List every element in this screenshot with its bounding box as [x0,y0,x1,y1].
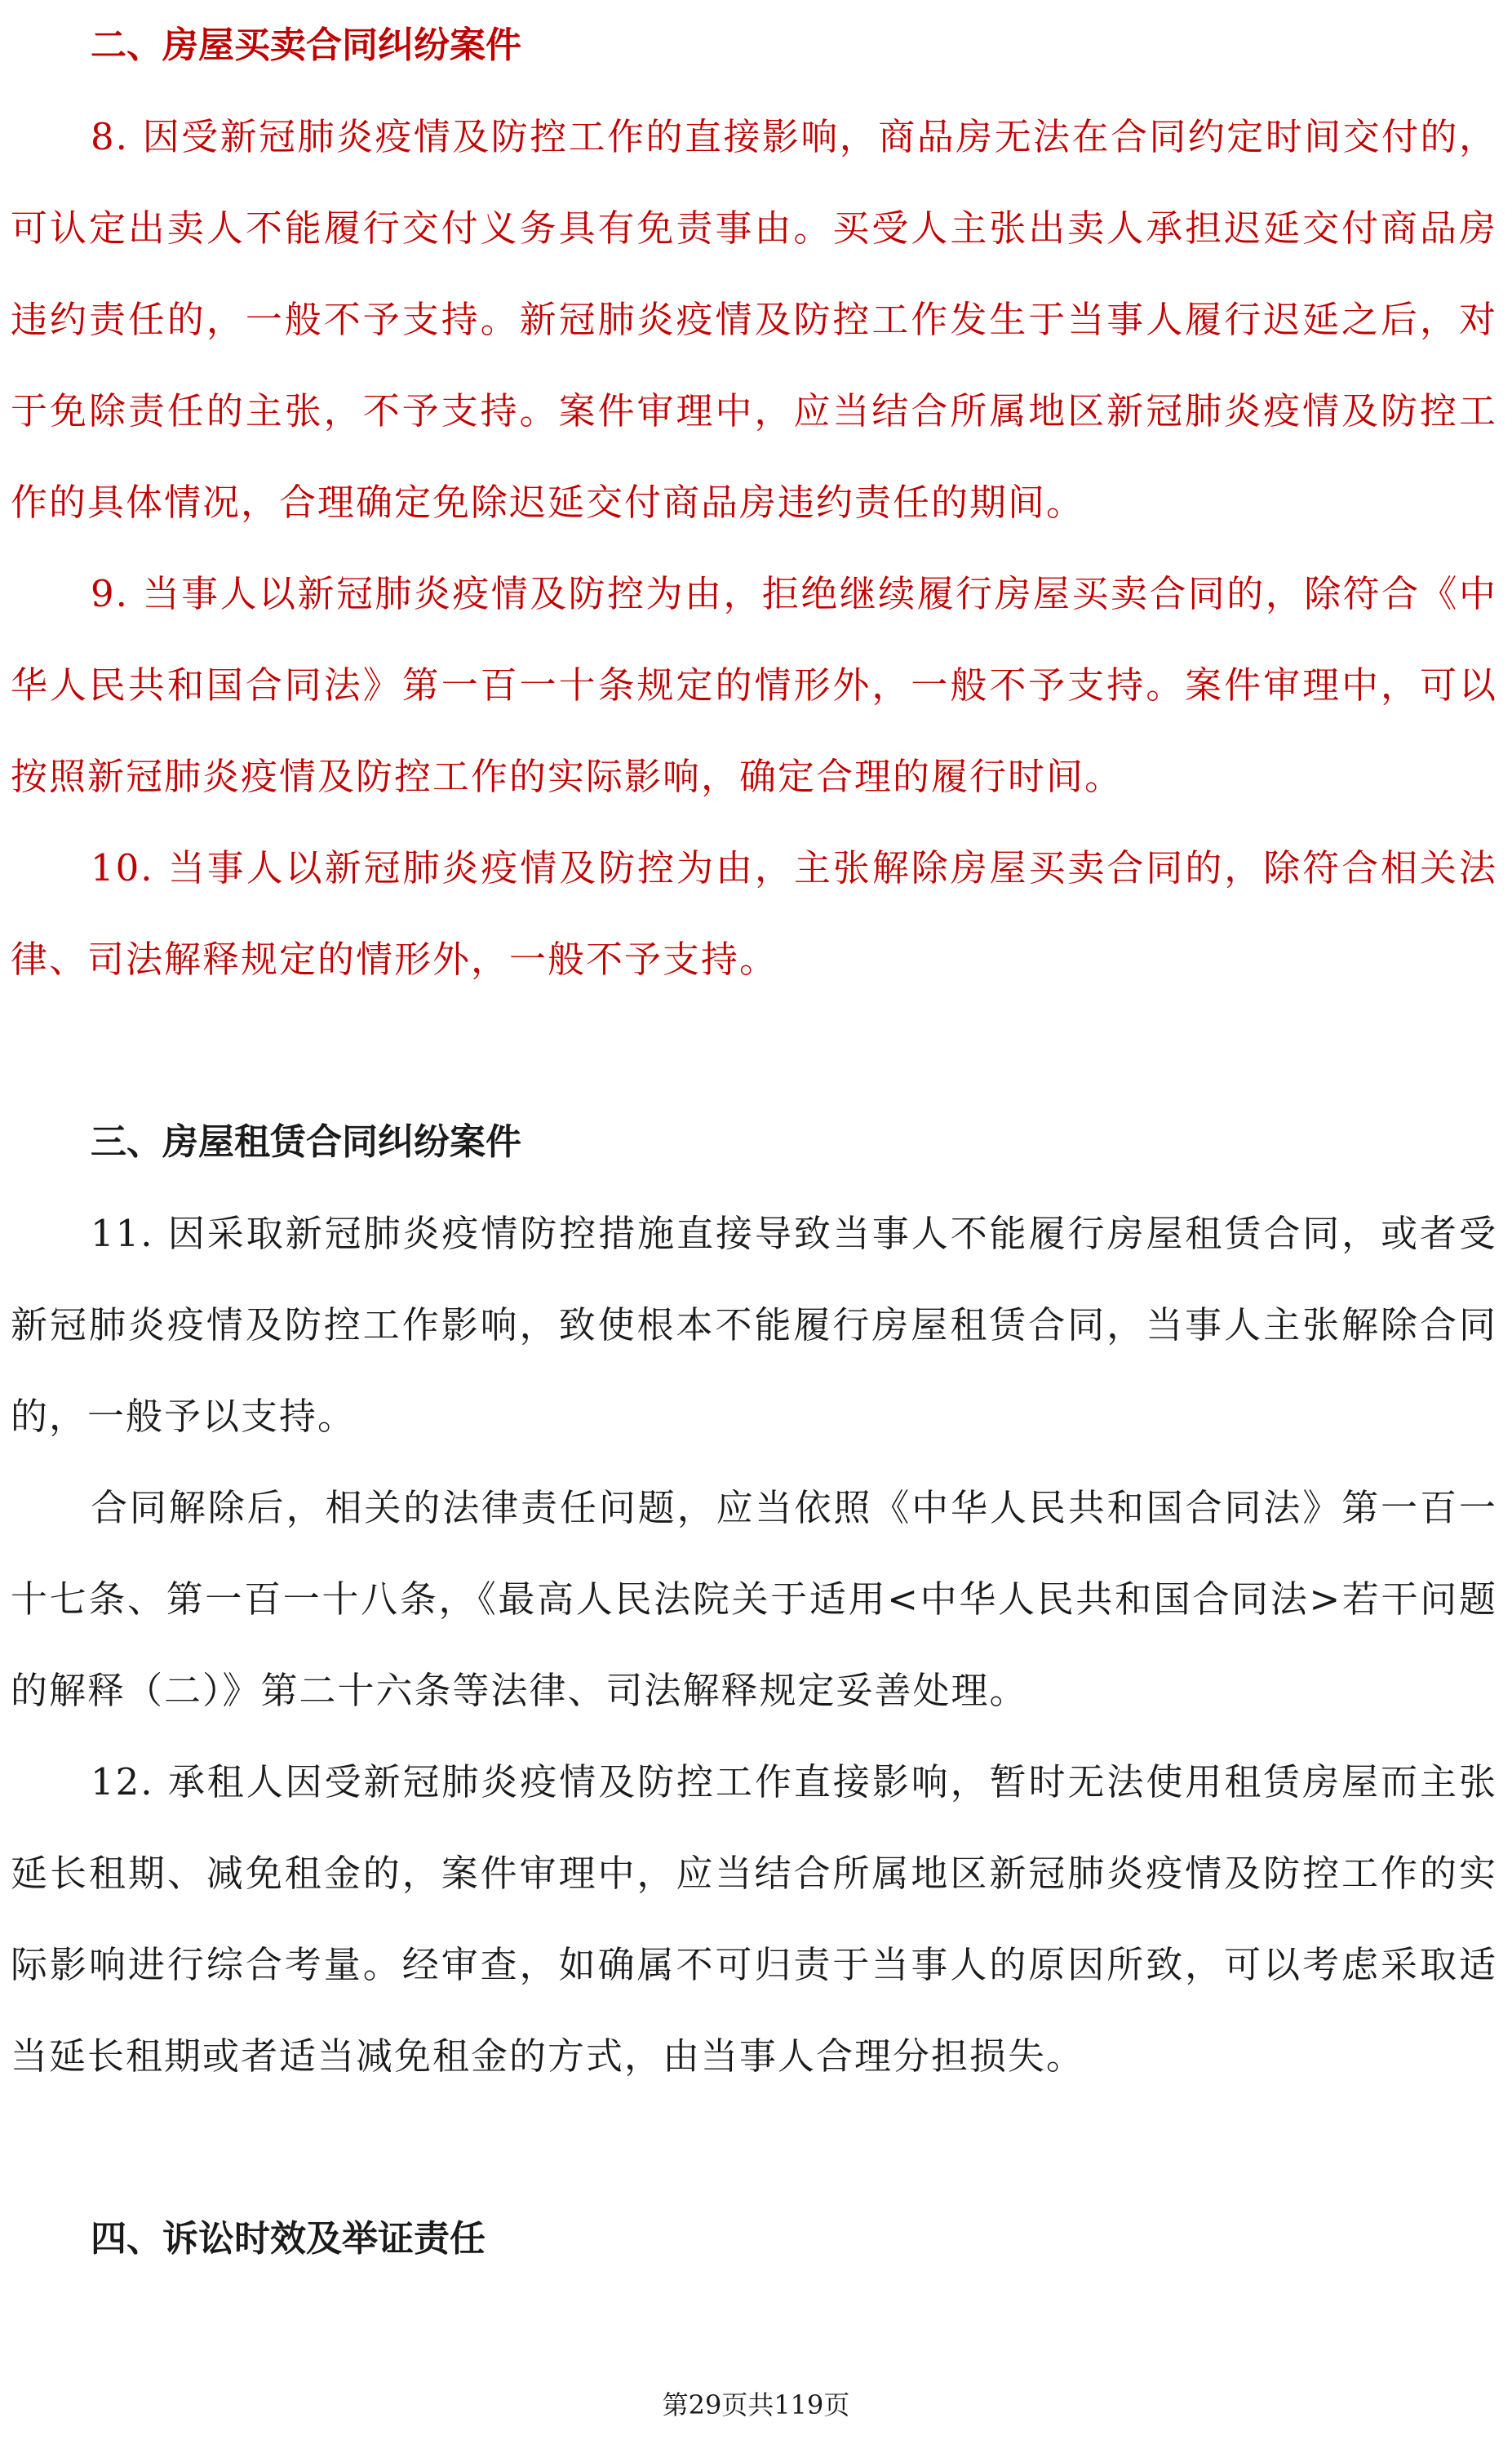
paragraph-12: 12. 承租人因受新冠肺炎疫情及防控工作直接影响，暂时无法使用租赁房屋而主张延长租期、减免租金的，案件审理中，应当结合所属地区新冠肺炎疫情及防控工作的实际影响进行综合考量。经审查，如确属不可归责于当事人的原因所致，可以考虑采取适当延长租期或者适当减免租金的方式，由当事人合理分担损失。 [11,1760,1497,2078]
paragraph-8: 8. 因受新冠肺炎疫情及防控工作的直接影响，商品房无法在合同约定时间交付的，可认定出卖人不能履行交付义务具有免责事由。买受人主张出卖人承担迟延交付商品房违约责任的，一般不予支持。新冠肺炎疫情及防控工作发生于当事人履行迟延之后，对于免除责任的主张，不予支持。案件审理中，应当结合所属地区新冠肺炎疫情及防控工作的具体情况，合理确定免除迟延交付商品房违约责任的期间。 [11,115,1497,524]
section-spacer [11,1005,1497,1097]
paragraph-contract-termination: 合同解除后，相关的法律责任问题，应当依照《中华人民共和国合同法》第一百一十七条、第一百一十八条，《最高人民法院关于适用<中华人民共和国合同法>若干问题的解释（二）》第二十六条等法律、司法解释规定妥善处理。 [11,1486,1497,1712]
document-page [11,0,1497,2285]
paragraph-9: 9. 当事人以新冠肺炎疫情及防控为由，拒绝继续履行房屋买卖合同的，除符合《中华人民共和国合同法》第一百一十条规定的情形外，一般不予支持。案件审理中，可以按照新冠肺炎疫情及防控工作的实际影响，确定合理的履行时间。 [11,572,1497,798]
section-heading-limitation-evidence: 四、诉讼时效及举证责任 [91,2218,486,2260]
section-heading-house-lease: 三、房屋租赁合同纠纷案件 [91,1121,521,1163]
section-spacer [11,2102,1497,2194]
page-number-footer: 第29页共119页 [662,2389,850,2420]
paragraph-10: 10. 当事人以新冠肺炎疫情及防控为由，主张解除房屋买卖合同的，除符合相关法律、司法解释规定的情形外，一般不予支持。 [11,846,1497,981]
section-heading-house-sale: 二、房屋买卖合同纠纷案件 [91,24,521,66]
paragraph-11: 11. 因采取新冠肺炎疫情防控措施直接导致当事人不能履行房屋租赁合同，或者受新冠肺炎疫情及防控工作影响，致使根本不能履行房屋租赁合同，当事人主张解除合同的，一般予以支持。 [11,1212,1497,1438]
